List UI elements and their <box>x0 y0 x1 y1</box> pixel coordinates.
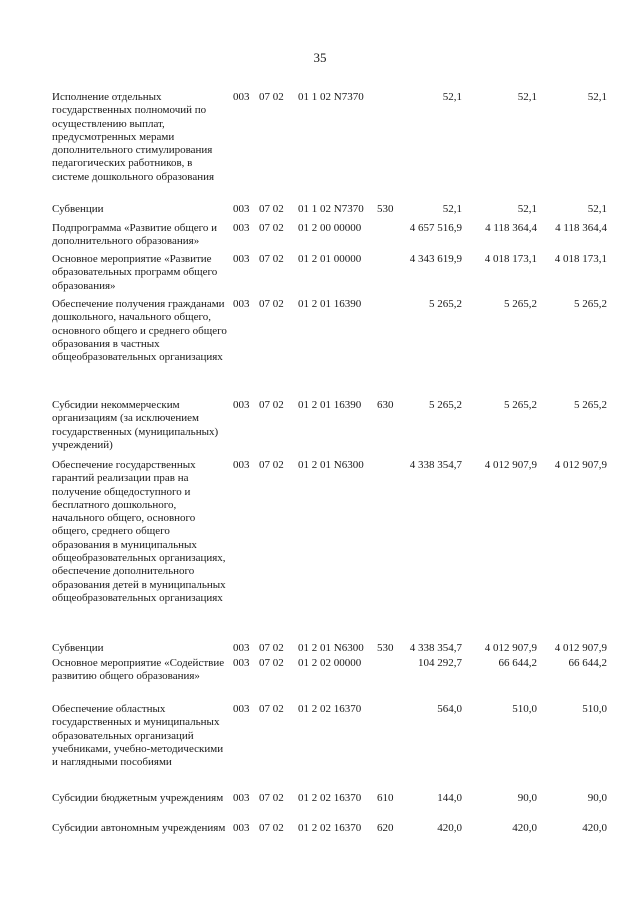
page-number: 35 <box>313 50 327 65</box>
row-section: 07 02 <box>259 253 284 265</box>
row-name: Субсидии бюджетным учреждениям <box>52 792 224 804</box>
row-value-2: 4 012 907,9 <box>484 459 537 471</box>
row-value-3: 52,1 <box>587 91 607 103</box>
row-section: 07 02 <box>259 91 284 103</box>
row-value-2: 5 265,2 <box>504 399 537 411</box>
row-grbs: 003 <box>233 222 250 234</box>
row-grbs: 003 <box>233 399 250 411</box>
row-value-3: 5 265,2 <box>574 399 607 411</box>
row-target: 01 2 02 00000 <box>298 657 362 669</box>
row-section: 07 02 <box>259 703 284 715</box>
row-grbs: 003 <box>233 703 250 715</box>
row-vr: 530 <box>377 203 394 215</box>
row-value-3: 510,0 <box>582 703 607 715</box>
row-section: 07 02 <box>259 399 284 411</box>
row-name: Обеспечение государственных гарантий реализации прав на получение общедоступного и бесплатного дошкольного, начального общего, основного общего, среднего общего образования в муниципальных общеобразовательных организациях, обеспечение дополнительного образования детей в муниципальных общеобразовательных организациях <box>52 459 226 604</box>
row-value-1: 420,0 <box>437 822 462 834</box>
row-value-3: 420,0 <box>582 822 607 834</box>
row-value-2: 52,1 <box>517 91 537 103</box>
row-section: 07 02 <box>259 459 284 471</box>
row-value-3: 52,1 <box>587 203 607 215</box>
row-value-1: 564,0 <box>437 703 462 715</box>
row-name: Обеспечение областных государственных и муниципальных образовательных организаций учебниками, учебно-методическими и наглядными пособиями <box>52 703 224 769</box>
row-value-1: 5 265,2 <box>429 399 462 411</box>
row-name: Субсидии некоммерческим организациям (за исключением государственных (муниципальных) учреждений) <box>52 399 219 451</box>
row-grbs: 003 <box>233 91 250 103</box>
row-target: 01 2 00 00000 <box>298 222 362 234</box>
row-value-2: 5 265,2 <box>504 298 537 310</box>
row-vr: 530 <box>377 642 394 654</box>
row-section: 07 02 <box>259 657 284 669</box>
row-target: 01 1 02 N7370 <box>298 91 364 103</box>
row-value-3: 90,0 <box>587 792 607 804</box>
row-vr: 610 <box>377 792 394 804</box>
row-target: 01 2 01 N6300 <box>298 459 364 471</box>
row-value-2: 90,0 <box>517 792 537 804</box>
row-value-2: 52,1 <box>517 203 537 215</box>
row-grbs: 003 <box>233 792 250 804</box>
row-name: Основное мероприятие «Развитие образовательных программ общего образования» <box>52 253 218 292</box>
row-value-3: 66 644,2 <box>568 657 607 669</box>
row-value-1: 52,1 <box>442 91 462 103</box>
row-grbs: 003 <box>233 298 250 310</box>
row-name: Субвенции <box>52 642 104 654</box>
row-value-1: 5 265,2 <box>429 298 462 310</box>
row-grbs: 003 <box>233 642 250 654</box>
row-value-2: 4 018 173,1 <box>484 253 537 265</box>
row-name: Обеспечение получения гражданами дошкольного, начального общего, основного общего и среднего общего образования в частных общеобразовательных организациях <box>52 298 227 364</box>
row-value-2: 66 644,2 <box>498 657 537 669</box>
row-grbs: 003 <box>233 253 250 265</box>
row-value-1: 4 657 516,9 <box>409 222 462 234</box>
row-value-2: 510,0 <box>512 703 537 715</box>
row-target: 01 2 01 00000 <box>298 253 362 265</box>
row-target: 01 2 02 16370 <box>298 703 362 715</box>
row-value-1: 4 338 354,7 <box>409 459 462 471</box>
row-section: 07 02 <box>259 822 284 834</box>
row-value-1: 4 343 619,9 <box>409 253 462 265</box>
row-value-1: 104 292,7 <box>418 657 462 669</box>
row-grbs: 003 <box>233 203 250 215</box>
row-grbs: 003 <box>233 459 250 471</box>
row-section: 07 02 <box>259 203 284 215</box>
row-name: Субсидии автономным учреждениям <box>52 822 226 834</box>
row-grbs: 003 <box>233 822 250 834</box>
row-name: Субвенции <box>52 203 104 215</box>
row-value-2: 4 118 364,4 <box>485 222 537 234</box>
row-value-3: 4 012 907,9 <box>554 459 607 471</box>
row-vr: 630 <box>377 399 394 411</box>
row-value-1: 52,1 <box>442 203 462 215</box>
row-target: 01 1 02 N7370 <box>298 203 364 215</box>
row-target: 01 2 02 16370 <box>298 792 362 804</box>
row-value-3: 4 012 907,9 <box>554 642 607 654</box>
row-vr: 620 <box>377 822 394 834</box>
row-value-1: 4 338 354,7 <box>409 642 462 654</box>
row-target: 01 2 02 16370 <box>298 822 362 834</box>
row-target: 01 2 01 16390 <box>298 399 362 411</box>
row-name: Исполнение отдельных государственных полномочий по осуществлению выплат, предусмотренных мерами дополнительного стимулирования педагогических работников, в системе дошкольного образования <box>52 91 215 183</box>
row-name: Подпрограмма «Развитие общего и дополнительного образования» <box>52 222 218 248</box>
row-value-2: 420,0 <box>512 822 537 834</box>
row-grbs: 003 <box>233 657 250 669</box>
row-section: 07 02 <box>259 298 284 310</box>
row-section: 07 02 <box>259 792 284 804</box>
row-value-3: 5 265,2 <box>574 298 607 310</box>
row-value-3: 4 018 173,1 <box>554 253 607 265</box>
row-value-1: 144,0 <box>437 792 462 804</box>
row-name: Основное мероприятие «Содействие развитию общего образования» <box>52 657 225 683</box>
row-target: 01 2 01 16390 <box>298 298 362 310</box>
row-section: 07 02 <box>259 642 284 654</box>
row-section: 07 02 <box>259 222 284 234</box>
row-target: 01 2 01 N6300 <box>298 642 364 654</box>
row-value-2: 4 012 907,9 <box>484 642 537 654</box>
row-value-3: 4 118 364,4 <box>555 222 607 234</box>
